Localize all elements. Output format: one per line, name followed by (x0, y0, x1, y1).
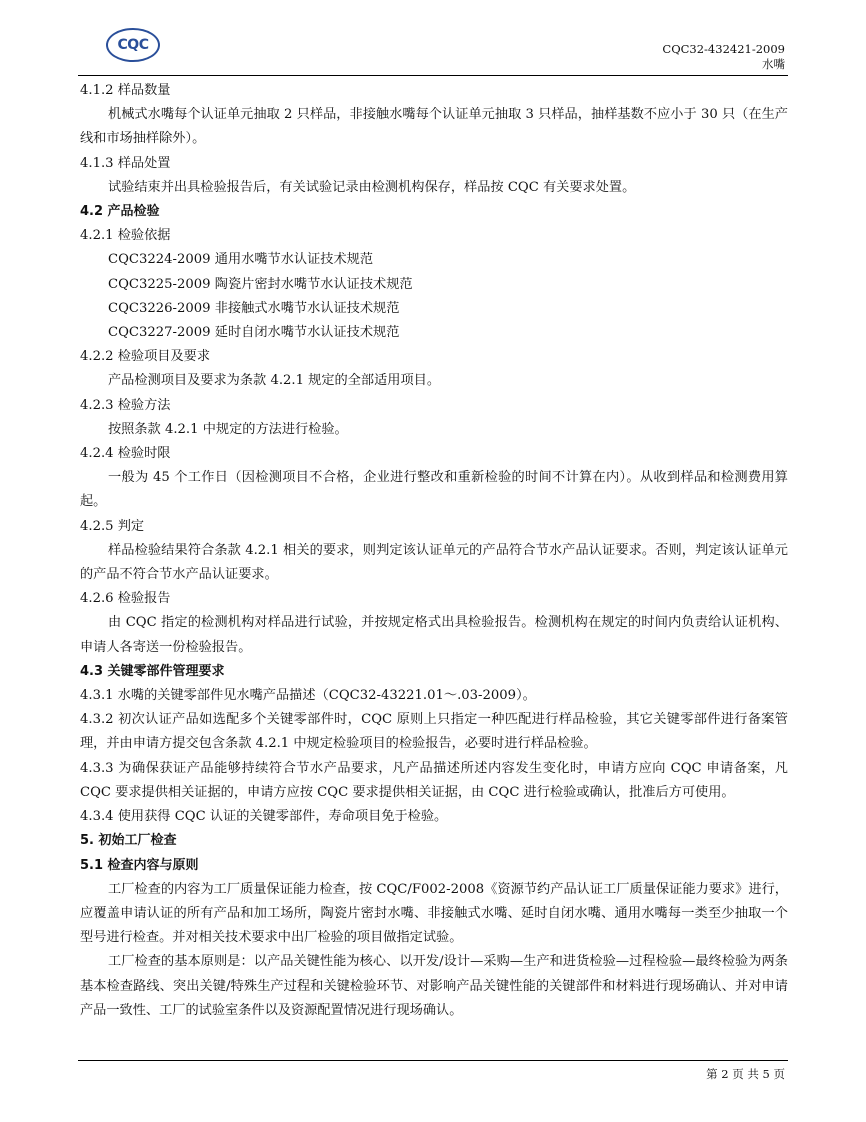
header-info (662, 42, 785, 72)
paragraph-judgement: 样品检验结果符合条款 4.2.1 相关的要求，则判定该认证单元的产品符合节水产品认证要求。否则，判定该认证单元的产品不符合节水产品认证要求。 (80, 542, 788, 583)
footer-divider (78, 1060, 788, 1061)
paragraph-test-report: 由 CQC 指定的检测机构对样品进行试验，并按规定格式出具检验报告。检测机构在规定的时间内负责给认证机构、申请人各寄送一份检验报告。 (80, 615, 788, 655)
paragraph-test-items: 产品检测项目及要求为条款 4.2.1 规定的全部适用项目。 (108, 373, 441, 389)
heading-4-2-4: 4.2.4 检验时限 (80, 446, 171, 462)
heading-5-1: 5.1 检查内容与原则 (80, 857, 199, 873)
doc-code: CQC32-432421-2009 (662, 42, 785, 56)
paragraph-test-time: 一般为 45 个工作日（因检测项目不合格，企业进行整改和重新检验的时间不计算在内）。从收到样品和检测费用算起。 (80, 470, 788, 510)
standard-item: CQC3227-2009 延时自闭水嘴节水认证技术规范 (108, 325, 400, 341)
standard-item: CQC3225-2009 陶瓷片密封水嘴节水认证技术规范 (108, 276, 413, 292)
paragraph-4-3-4: 4.3.4 使用获得 CQC 认证的关键零部件，寿命项目免于检验。 (80, 809, 448, 825)
standard-item: CQC3226-2009 非接触式水嘴节水认证技术规范 (108, 300, 400, 316)
paragraph-sample-disposal: 试验结束并出具检验报告后，有关试验记录由检测机构保存，样品按 CQC 有关要求处置。 (108, 179, 636, 195)
paragraph-inspection-content: 工厂检查的内容为工厂质量保证能力检查，按 CQC/F002-2008《资源节约产品认证工厂质量保证能力要求》进行，应覆盖申请认证的所有产品和加工场所，陶瓷片密封水嘴、非接触式水嘴、延时自闭水嘴、通用水嘴每一类至少抽取一个型号进行检查。并对相关技术要求中出厂检验的项目做指定试验。 (80, 881, 788, 946)
paragraph-sample-quantity: 机械式水嘴每个认证单元抽取 2 只样品，非接触水嘴每个认证单元抽取 3 只样品，抽样基数不应小于 30 只（在生产线和市场抽样除外）。 (80, 107, 788, 147)
paragraph-4-3-1: 4.3.1 水嘴的关键零部件见水嘴产品描述（CQC32-43221.01～.03-2009）。 (80, 688, 536, 704)
heading-4-3: 4.3 关键零部件管理要求 (80, 663, 225, 679)
heading-4-2-5: 4.2.5 判定 (80, 518, 145, 534)
standard-item: CQC3224-2009 通用水嘴节水认证技术规范 (108, 252, 374, 268)
heading-4-2: 4.2 产品检验 (80, 204, 160, 220)
document-body (80, 79, 788, 1023)
heading-4-2-6: 4.2.6 检验报告 (80, 591, 171, 607)
paragraph-inspection-principle: 工厂检查的基本原则是：以产品关键性能为核心、以开发/设计—采购—生产和进货检验—过程检验—最终检验为两条基本检查路线、突出关键/特殊生产过程和关键检验环节、对影响产品关键性能的关键部件和材料进行现场确认、并对申请产品一致性、工厂的试验室条件以及资源配置情况进行现场确认。 (80, 954, 788, 1018)
paragraph-test-method: 按照条款 4.2.1 中规定的方法进行检验。 (108, 421, 348, 437)
paragraph-4-3-3: 4.3.3 为确保获证产品能够持续符合节水产品要求，凡产品描述所述内容发生变化时，申请方应向 CQC 申请备案，凡 CQC 要求提供相关证据的，申请方应按 CQC 要求提供相关证据，由 CQC 进行检验或确认，批准后方可使用。 (80, 760, 788, 800)
heading-4-2-1: 4.2.1 检验依据 (80, 228, 171, 244)
paragraph-4-3-2: 4.3.2 初次认证产品如选配多个关键零部件时，CQC 原则上只指定一种匹配进行样品检验，其它关键零部件进行备案管理，并由申请方提交包含条款 4.2.1 中规定检验项目的检验报告，必要时进行样品检验。 (80, 712, 788, 752)
heading-4-2-2: 4.2.2 检验项目及要求 (80, 349, 211, 365)
heading-4-1-2: 4.1.2 样品数量 (80, 83, 171, 98)
heading-4-2-3: 4.2.3 检验方法 (80, 397, 171, 413)
cqc-logo (106, 28, 160, 62)
page-number: 第 2 页 共 5 页 (706, 1067, 785, 1081)
heading-4-1-3: 4.1.3 样品处置 (80, 155, 171, 171)
product-name: 水嘴 (762, 57, 785, 71)
header-divider (78, 75, 788, 76)
heading-5: 5. 初始工厂检查 (80, 833, 177, 849)
logo-text: CQC (117, 37, 149, 53)
